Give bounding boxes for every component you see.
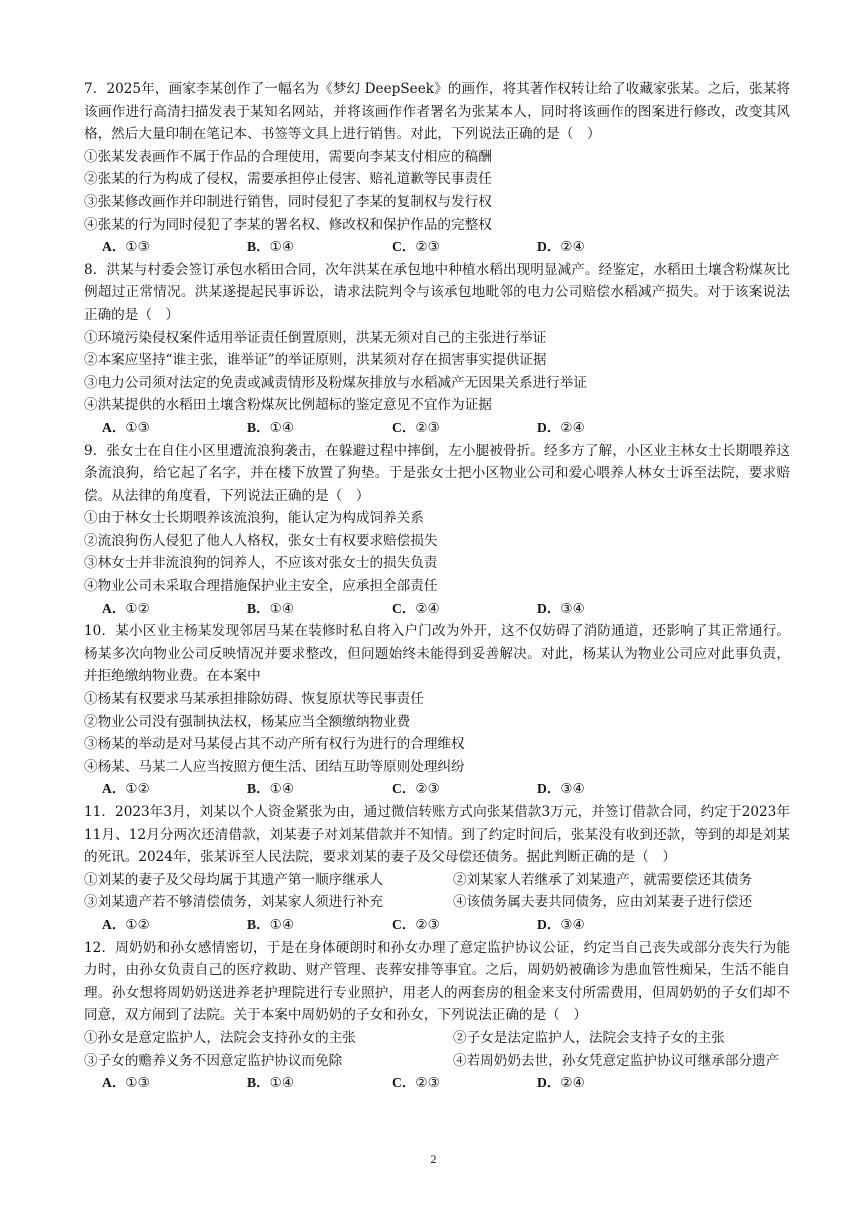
statement-option: ①由于林女士长期喂养该流浪狗，能认定为构成饲养关系 [84,510,424,527]
statement-option: ④若周奶奶去世，孙女凭意定监护协议可继承部分遗产 [453,1052,780,1069]
statement-option: ①刘某的妻子及父母均属于其遗产第一顺序继承人 [84,871,384,888]
statement-option: ③杨某的举动是对马某侵占其不动产所有权行为进行的合理维权 [84,736,465,753]
answer-choice-b[interactable]: B．①④ [247,600,295,617]
statement-option: ①杨某有权要求马某承担排除妨碍、恢复原状等民事责任 [84,691,424,708]
question-stem: 8．洪某与村委会签订承包水稻田合同，次年洪某在承包地中种植水稻出现明显减产。经鉴定，水稻田土壤含粉煤灰比例超过正常情况。洪某遂提起民事诉讼，请求法院判令与该承包地毗邻的电力公司赔偿水稻减产损失。对于该案说法正确的是（ ） [84,261,790,323]
answer-choice-b[interactable]: B．①④ [247,1075,295,1092]
statement-option: ②子女是法定监护人，法院会支持子女的主张 [453,1029,725,1046]
statement-option-row [84,1027,790,1050]
answer-choices [84,778,790,801]
answer-choices [84,1072,790,1095]
statement-option: ①孙女是意定监护人，法院会支持孙女的主张 [84,1029,356,1046]
page-number: 2 [430,1152,437,1166]
statement-option: ④该债务属夫妻共同债务，应由刘某妻子进行偿还 [453,894,753,911]
question-8 [84,259,790,440]
answer-choices [84,417,790,440]
answer-choice-a[interactable]: A．①③ [102,239,150,256]
answer-choice-b[interactable]: B．①④ [247,916,295,933]
answer-choice-d[interactable]: D．②④ [537,239,585,256]
answer-choices [84,236,790,259]
answer-choice-a[interactable]: A．①② [102,600,150,617]
statement-option: ④杨某、马某二人应当按照方便生活、团结互助等原则处理纠纷 [84,758,465,775]
answer-choice-a[interactable]: A．①③ [102,1075,150,1092]
question-stem: 11．2023年3月，刘某以个人资金紧张为由，通过微信转账方式向张某借款3万元，并签订借款合同，约定于2023年11月、12月分两次还清借款，刘某妻子对刘某借款并不知情。到了约定时间后，张某没有收到还款，等到的却是刘某的死讯。2024年，张某诉至人民法院，要求刘某的妻子及父母偿还债务。据此判断正确的是（ ） [84,804,790,866]
statement-option: ③子女的赡养义务不因意定监护协议而免除 [84,1052,343,1069]
question-11 [84,801,790,937]
question-stem: 10．某小区业主杨某发现邻居马某在装修时私自将入户门改为外开，这不仅妨碍了消防通道，还影响了其正常通行。杨某多次向物业公司反映情况并要求整改，但问题始终未能得到妥善解决。对此，杨某认为物业公司应对此事负责，并拒绝缴纳物业费。在本案中 [84,623,790,685]
question-list [84,78,790,1095]
answer-choice-c[interactable]: C．②③ [392,916,440,933]
answer-choice-c[interactable]: C．②④ [392,600,440,617]
statement-option: ①环境污染侵权案件适用举证责任倒置原则，洪某无须对自己的主张进行举证 [84,329,547,346]
statement-option: ②本案应坚持“谁主张，谁举证”的举证原则，洪某须对存在损害事实提供证据 [84,352,547,369]
statement-option: ③张某修改画作并印制进行销售，同时侵犯了李某的复制权与发行权 [84,193,492,210]
statement-option: ②物业公司没有强制执法权，杨某应当全额缴纳物业费 [84,713,411,730]
statement-option: ②刘某家人若继承了刘某遗产，就需要偿还其债务 [453,871,753,888]
question-7 [84,78,790,259]
statement-option: ①张某发表画作不属于作品的合理使用，需要向李某支付相应的稿酬 [84,148,492,165]
answer-choices [84,598,790,621]
question-stem: 7．2025年，画家李某创作了一幅名为《梦幻 DeepSeek》的画作，将其著作权转让给了收藏家张某。之后，张某将该画作进行高清扫描发表于某知名网站，并将该画作作者署名为张某本人，同时将该画作的图案进行修改，改变其风格，然后大量印制在笔记本、书签等文具上进行销售。对此，下列说法正确的是（ ） [84,81,790,143]
question-9 [84,440,790,621]
answer-choice-b[interactable]: B．①④ [247,419,295,436]
statement-option: ④张某的行为同时侵犯了李某的署名权、修改权和保护作品的完整权 [84,216,492,233]
answer-choice-b[interactable]: B．①④ [247,781,295,798]
statement-option: ④洪某提供的水稻田土壤含粉煤灰比例超标的鉴定意见不宜作为证据 [84,397,492,414]
statement-option-row [84,891,790,914]
answer-choice-c[interactable]: C．②③ [392,1075,440,1092]
statement-option-row [84,869,790,892]
answer-choice-c[interactable]: C．②③ [392,781,440,798]
answer-choice-c[interactable]: C．②③ [392,239,440,256]
statement-option: ②张某的行为构成了侵权，需要承担停止侵害、赔礼道歉等民事责任 [84,171,492,188]
answer-choice-d[interactable]: D．③④ [537,916,585,933]
answer-choice-a[interactable]: A．①② [102,781,150,798]
answer-choice-d[interactable]: D．②④ [537,419,585,436]
answer-choice-a[interactable]: A．①② [102,916,150,933]
answer-choice-a[interactable]: A．①③ [102,419,150,436]
answer-choice-c[interactable]: C．②③ [392,419,440,436]
question-12 [84,937,790,1095]
statement-option: ④物业公司未采取合理措施保护业主安全，应承担全部责任 [84,578,438,595]
statement-option: ③电力公司须对法定的免责或减责情形及粉煤灰排放与水稻减产无因果关系进行举证 [84,374,587,391]
statement-option: ③刘某遗产若不够清偿债务，刘某家人须进行补充 [84,894,384,911]
answer-choice-d[interactable]: D．②④ [537,1075,585,1092]
answer-choice-d[interactable]: D．③④ [537,600,585,617]
answer-choice-b[interactable]: B．①④ [247,239,295,256]
statement-option: ②流浪狗伤人侵犯了他人人格权，张女士有权要求赔偿损失 [84,532,438,549]
answer-choices [84,914,790,937]
statement-option-row [84,1050,790,1073]
question-stem: 12．周奶奶和孙女感情密切，于是在身体硬朗时和孙女办理了意定监护协议公证，约定当自己丧失或部分丧失行为能力时，由孙女负责自己的医疗救助、财产管理、丧葬安排等事宜。之后，周奶奶被确诊为患血管性痴呆，生活不能自理。孙女想将周奶奶送进养老护理院进行专业照护，用老人的两套房的租金来支付所需费用，但周奶奶的子女们却不同意，双方闹到了法院。关于本案中周奶奶的子女和孙女，下列说法正确的是（ ） [84,939,790,1024]
question-stem: 9．张女士在自住小区里遭流浪狗袭击，在躲避过程中摔倒，左小腿被骨折。经多方了解，小区业主林女士长期喂养这条流浪狗，给它起了名字，并在楼下放置了狗垫。于是张女士把小区物业公司和爱心喂养人林女士诉至法院，要求赔偿。从法律的角度看，下列说法正确的是（ ） [84,442,790,504]
answer-choice-d[interactable]: D．③④ [537,781,585,798]
question-10 [84,620,790,801]
statement-option: ③林女士并非流浪狗的饲养人，不应该对张女士的损失负责 [84,555,438,572]
